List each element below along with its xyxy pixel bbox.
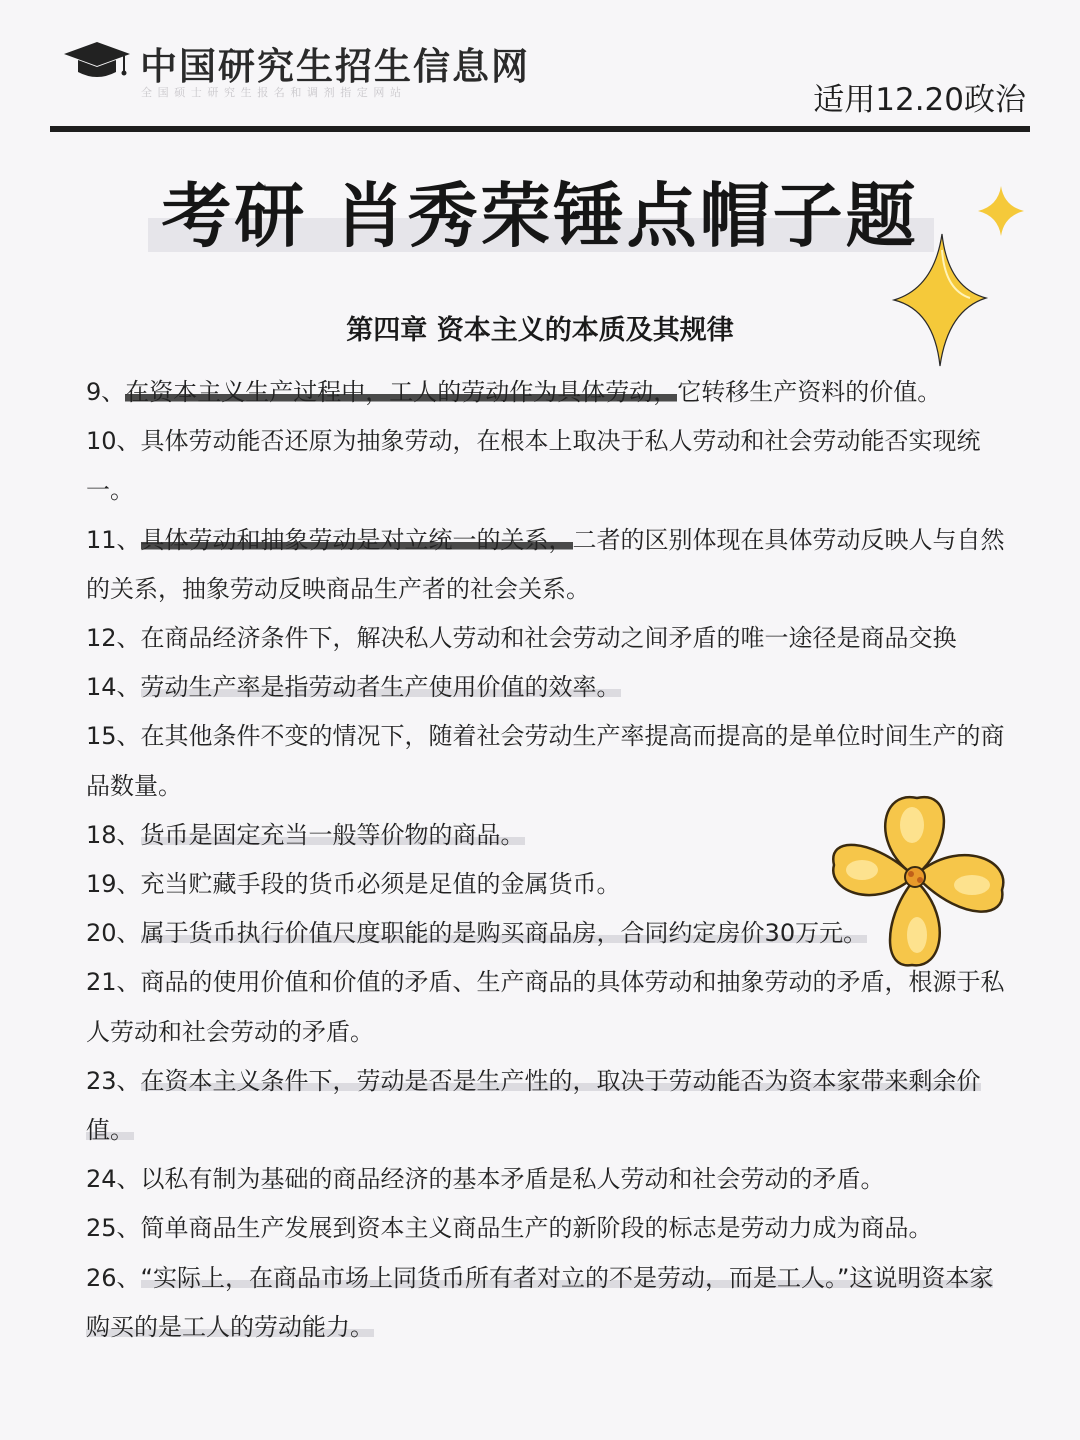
highlighted-text: 属于货币执行价值尺度职能的是购买商品房，合同约定房价30万元。 bbox=[140, 919, 868, 948]
list-item bbox=[86, 417, 1006, 515]
item-text: 26、 bbox=[86, 1263, 141, 1292]
graduation-cap-icon bbox=[62, 38, 132, 82]
item-text: 23、 bbox=[86, 1066, 141, 1095]
item-text: 19、充当贮藏手段的货币必须是足值的金属货币。 bbox=[86, 870, 621, 899]
list-item bbox=[86, 516, 1006, 614]
sparkle-icon bbox=[890, 230, 990, 370]
list-item bbox=[86, 663, 1006, 712]
item-text: 二者的区别体现在具体劳动反映人与自然的关系，抽象劳动反映商品生产者的社会关系。 bbox=[86, 525, 1005, 603]
chapter-heading: 第四章 资本主义的本质及其规律 bbox=[346, 315, 734, 346]
highlighted-text: 在资本主义生产过程中，工人的劳动作为具体劳动， bbox=[125, 378, 678, 406]
item-text: 14、 bbox=[86, 673, 141, 702]
item-text: 15、在其他条件不变的情况下，随着社会劳动生产率提高而提高的是单位时间生产的商品数量。 bbox=[86, 722, 1005, 800]
item-text: 25、简单商品生产发展到资本主义商品生产的新阶段的标志是劳动力成为商品。 bbox=[86, 1214, 933, 1243]
header-divider bbox=[50, 126, 1030, 132]
site-name: 中国研究生招生信息网 bbox=[140, 44, 530, 88]
flower-icon bbox=[812, 770, 1022, 980]
highlighted-text: 货币是固定充当一般等价物的商品。 bbox=[140, 820, 525, 849]
page-title: 考研 肖秀荣锤点帽子题 bbox=[161, 175, 919, 257]
item-text: 它转移生产资料的价值。 bbox=[677, 378, 942, 406]
item-text: 9、 bbox=[86, 378, 126, 406]
list-item bbox=[86, 1057, 1006, 1155]
list-item bbox=[86, 1204, 1006, 1253]
list-item bbox=[86, 1254, 1006, 1352]
highlighted-text: 具体劳动和抽象劳动是对立统一的关系， bbox=[140, 525, 573, 554]
item-text: 11、 bbox=[86, 525, 141, 554]
header bbox=[0, 0, 1080, 140]
item-text: 10、具体劳动能否还原为抽象劳动，在根本上取决于私人劳动和社会劳动能否实现统一。 bbox=[86, 427, 981, 505]
highlighted-text: 在资本主义条件下，劳动是否是生产性的，取决于劳动能否为资本家带来剩余价值。 bbox=[86, 1066, 981, 1145]
item-text: 18、 bbox=[86, 820, 141, 849]
subject-tag: 适用12.20政治 bbox=[813, 82, 1026, 118]
item-text: 12、在商品经济条件下，解决私人劳动和社会劳动之间矛盾的唯一途径是商品交换 bbox=[86, 624, 957, 653]
list-item bbox=[86, 1155, 1006, 1204]
list-item bbox=[86, 614, 1006, 663]
item-text: 21、商品的使用价值和价值的矛盾、生产商品的具体劳动和抽象劳动的矛盾，根源于私人劳动和社会劳动的矛盾。 bbox=[86, 968, 1005, 1046]
highlighted-text: “实际上，在商品市场上同货币所有者对立的不是劳动，而是工人。”这说明资本家购买的是工人的劳动能力。 bbox=[86, 1263, 994, 1341]
site-tagline: 全国硕士研究生报名和调剂指定网站 bbox=[141, 86, 407, 99]
list-item bbox=[86, 368, 1006, 417]
highlighted-text: 劳动生产率是指劳动者生产使用价值的效率。 bbox=[140, 673, 621, 702]
item-text: 20、 bbox=[86, 919, 141, 948]
item-text: 24、以私有制为基础的商品经济的基本矛盾是私人劳动和社会劳动的矛盾。 bbox=[86, 1165, 885, 1194]
